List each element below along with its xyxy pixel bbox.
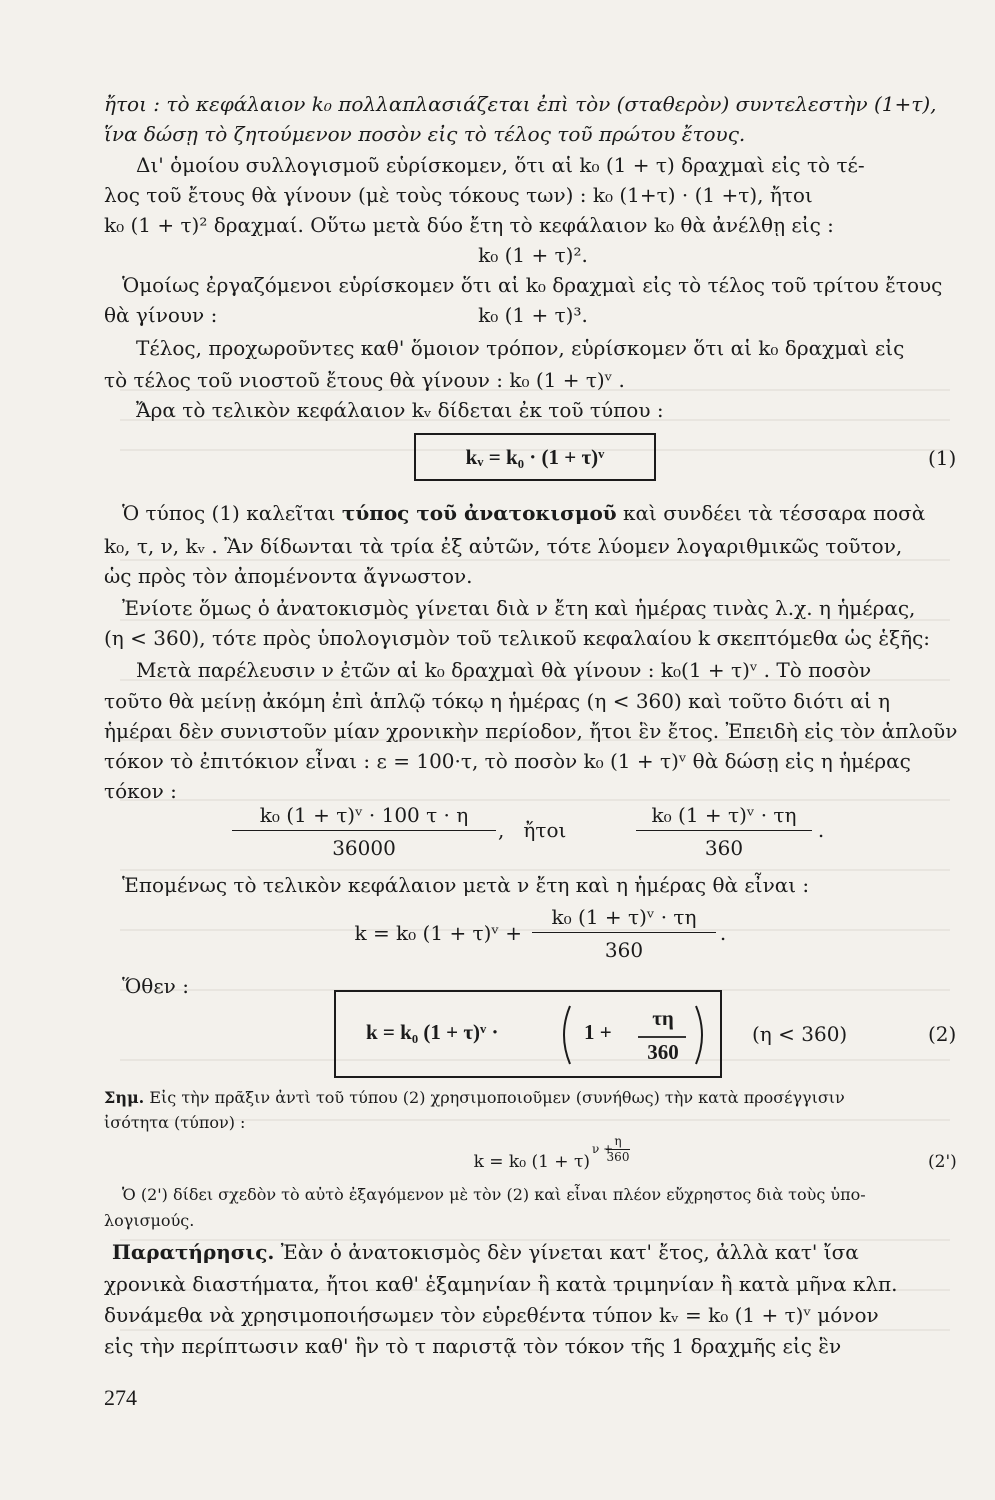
- text-line-1: ἤτοι : τὸ κεφάλαιον k₀ πολλαπλασιάζεται ἐπὶ τὸν (σταθερὸν) συντελεστὴν (1+τ),: [104, 92, 937, 116]
- text-line-18: Μετὰ παρέλευσιν ν ἐτῶν αἱ k₀ δραχμαὶ θὰ γίνουν : k₀(1 + τ)ᵛ . Τὸ ποσὸν: [136, 658, 872, 682]
- formula-2-condition: (η < 360): [752, 1022, 848, 1046]
- remark-line-1: [112, 1240, 962, 1264]
- remark-line-3: δυνάμεθα νὰ χρησιμοποιήσωμεν τὸν εὑρεθέντα τύπον kᵥ = k₀ (1 + τ)ᵛ μόνον: [104, 1303, 879, 1327]
- note-text: Εἰς τὴν πρᾶξιν ἀντὶ τοῦ τύπου (2) χρησιμοποιοῦμεν (συνήθως) τὴν κατὰ προσέγγισιν: [149, 1088, 845, 1107]
- text-line-11: τὸ τέλος τοῦ νιοστοῦ ἔτους θὰ γίνουν : k₀ (1 + τ)ᵛ .: [104, 368, 625, 392]
- fraction-2-denominator: 360: [704, 836, 744, 860]
- note-line-4: λογισμούς.: [104, 1211, 195, 1230]
- fraction-1-bar: [232, 830, 496, 831]
- fraction-2-tail: .: [817, 818, 825, 842]
- text-line-17: (η < 360), τότε πρὸς ὑπολογισμὸν τοῦ τελικοῦ κεφαλαίου k σκεπτόμεθα ὡς ἑξῆς:: [104, 626, 931, 650]
- fraction-1-numerator: k₀ (1 + τ)ᵛ · 100 τ · η: [259, 803, 469, 827]
- compound-interest-term: τύπος τοῦ ἀνατοκισμοῦ: [341, 501, 617, 525]
- formula-1-box: kᵥ = k₀ · (1 + τ)ᵛ: [414, 433, 656, 481]
- text-line-14: k₀, τ, ν, kᵥ . Ἂν δίδωνται τὰ τρία ἐξ αὐτῶν, τότε λύομεν λογαριθμικῶς τοῦτον,: [104, 534, 903, 558]
- text-line-21: τόκον τὸ ἐπιτόκιον εἶναι : ε = 100·τ, τὸ ποσὸν k₀ (1 + τ)ᵛ θὰ δώσῃ εἰς η ἡμέρας: [104, 749, 911, 773]
- text-line-24: Ὅθεν :: [122, 974, 189, 998]
- remark-label: Παρατήρησις.: [112, 1240, 275, 1264]
- formula-2-numerator: τη: [652, 1006, 674, 1030]
- final-eq-tail: .: [719, 921, 727, 945]
- formula-2p-exp-num: η: [614, 1134, 622, 1148]
- note-label: Σημ.: [104, 1088, 145, 1107]
- formula-2p-exp-den: 360: [606, 1150, 630, 1164]
- remark-text: Ἐὰν ὁ ἀνατοκισμὸς δὲν γίνεται κατ' ἔτος, ἀλλὰ κατ' ἴσα: [280, 1240, 859, 1264]
- remark-line-4: εἰς τὴν περίπτωσιν καθ' ἣν τὸ τ παριστᾷ τὸν τόκον τῆς 1 δραχμῆς εἰς ἓν: [104, 1334, 842, 1358]
- text-line-2: ἵνα δώσῃ τὸ ζητούμενον ποσὸν εἰς τὸ τέλος τοῦ πρώτου ἔτους.: [104, 122, 746, 146]
- final-eq-bar: [532, 932, 716, 933]
- note-line-3: Ὁ (2') δίδει σχεδὸν τὸ αὐτὸ ἐξαγόμενον μὲ τὸν (2) καὶ εἶναι πλέον εὔχρηστος διὰ τοὺς ὑπο-: [122, 1185, 866, 1204]
- formula-2p-lhs: k = k₀ (1 + τ): [473, 1152, 590, 1172]
- formula-2-one-plus: 1 +: [584, 1020, 612, 1044]
- final-eq-denominator: 360: [604, 938, 644, 962]
- text-line-19: τοῦτο θὰ μείνῃ ἀκόμη ἐπὶ ἁπλῷ τόκῳ η ἡμέρας (η < 360) καὶ τοῦτο διότι αἱ η: [104, 689, 890, 713]
- note-line-2: ἰσότητα (τύπον) :: [104, 1113, 246, 1132]
- fraction-1-denominator: 36000: [332, 836, 396, 860]
- remark-line-2: χρονικὰ διαστήματα, ἤτοι καθ' ἑξαμηνίαν ἢ κατὰ τριμηνίαν ἢ κατὰ μῆνα κλπ.: [104, 1272, 898, 1296]
- text-line-13-b: καὶ συνδέει τὰ τέσσαρα ποσὰ: [623, 501, 926, 525]
- text-line-3: Δι' ὁμοίου συλλογισμοῦ εὑρίσκομεν, ὅτι αἱ k₀ (1 + τ) δραχμαὶ εἰς τὸ τέ-: [136, 153, 865, 177]
- formula-2-lhs: k = k₀ (1 + τ)ᵛ ·: [366, 1020, 499, 1044]
- text-line-4: λος τοῦ ἔτους θὰ γίνουν (μὲ τοὺς τόκους των) : k₀ (1+τ) · (1 +τ), ἤτοι: [104, 183, 813, 207]
- final-eq-numerator: k₀ (1 + τ)ᵛ · τη: [551, 905, 697, 929]
- page-number: 274: [104, 1385, 137, 1410]
- fraction-joiner: , ἤτοι: [498, 818, 567, 842]
- formula-k0-cubed: k₀ (1 + τ)³.: [478, 303, 588, 327]
- text-line-7: Ὁμοίως ἐργαζόμενοι εὑρίσκομεν ὅτι αἱ k₀ δραχμαὶ εἰς τὸ τέλος τοῦ τρίτου ἔτους: [122, 273, 943, 297]
- formula-2-box: [334, 990, 722, 1078]
- text-line-5: k₀ (1 + τ)² δραχμαί. Οὕτω μετὰ δύο ἔτη τὸ κεφάλαιον k₀ θὰ ἀνέλθῃ εἰς :: [104, 213, 834, 237]
- fraction-2-bar: [636, 830, 812, 831]
- text-line-23: Ἑπομένως τὸ τελικὸν κεφάλαιον μετὰ ν ἔτη καὶ η ἡμέρας θὰ εἶναι :: [122, 873, 810, 897]
- final-eq-lhs: k = k₀ (1 + τ)ᵛ +: [354, 921, 522, 945]
- formula-1-number: (1): [928, 446, 957, 470]
- note-line-1: [104, 1088, 962, 1108]
- text-line-13-a: Ὁ τύπος (1) καλεῖται: [122, 501, 336, 525]
- text-line-13: [122, 501, 962, 525]
- formula-2p-exp-base: ν +: [592, 1142, 614, 1156]
- formula-k0-squared: k₀ (1 + τ)².: [478, 243, 588, 267]
- fraction-2-numerator: k₀ (1 + τ)ᵛ · τη: [651, 803, 797, 827]
- text-line-10: Τέλος, προχωροῦντες καθ' ὅμοιον τρόπον, εὑρίσκομεν ὅτι αἱ k₀ δραχμαὶ εἰς: [136, 336, 905, 360]
- text-line-15: ὡς πρὸς τὸν ἀπομένοντα ἄγνωστον.: [104, 564, 473, 588]
- formula-2-number: (2): [928, 1022, 957, 1046]
- text-line-12: Ἄρα τὸ τελικὸν κεφάλαιον kᵥ δίδεται ἐκ τοῦ τύπου :: [136, 398, 664, 422]
- formula-2-denominator: 360: [647, 1040, 679, 1064]
- text-line-20: ἡμέραι δὲν συνιστοῦν μίαν χρονικὴν περίοδον, ἤτοι ἓν ἔτος. Ἐπειδὴ εἰς τὸν ἁπλοῦν: [104, 719, 958, 743]
- text-line-8: θὰ γίνουν :: [104, 303, 218, 327]
- text-line-16: Ἐνίοτε ὅμως ὁ ἀνατοκισμὸς γίνεται διὰ ν ἔτη καὶ ἡμέρας τινὰς λ.χ. η ἡμέρας,: [122, 596, 916, 620]
- formula-2p-number: (2'): [928, 1152, 957, 1172]
- text-line-22: τόκον :: [104, 779, 177, 803]
